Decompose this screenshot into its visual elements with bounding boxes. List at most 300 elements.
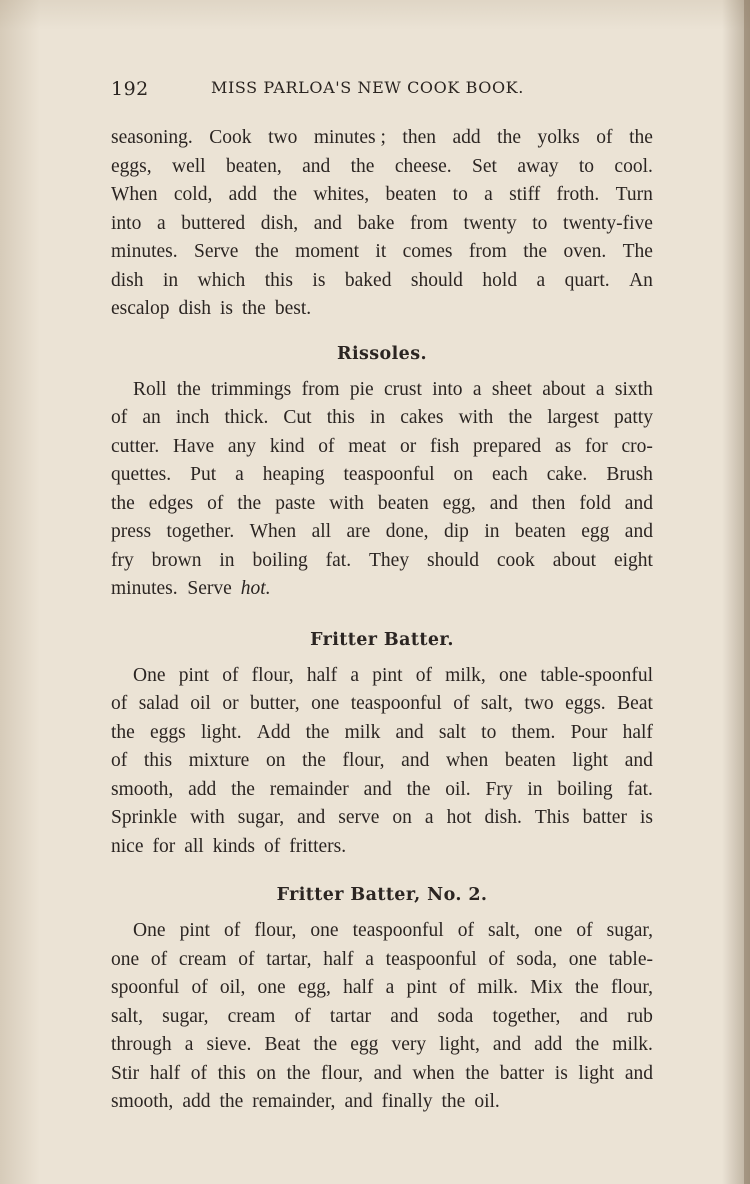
word: cake. — [546, 464, 588, 485]
word: sugar, — [162, 1005, 209, 1027]
word: and — [624, 1062, 653, 1084]
word: mixture — [188, 750, 250, 771]
word: add — [182, 1091, 211, 1112]
word: soda — [437, 1005, 474, 1027]
word: flour, — [254, 920, 297, 941]
word: Sprinkle — [111, 807, 178, 828]
word: an — [142, 407, 161, 428]
text-line — [111, 662, 653, 691]
word: to — [532, 212, 548, 234]
word: Beat — [264, 1034, 301, 1055]
word: add — [188, 778, 217, 800]
word: with — [190, 807, 225, 828]
word: the — [497, 127, 521, 148]
word: for — [584, 435, 608, 457]
word: and — [492, 1034, 522, 1055]
word: pint — [178, 664, 210, 686]
word: in — [369, 407, 386, 428]
word: into — [111, 212, 142, 234]
text-line — [111, 238, 653, 267]
word: oven. — [563, 241, 607, 262]
word: from — [468, 241, 507, 262]
word: of — [224, 920, 241, 941]
word: a — [350, 664, 360, 686]
text-line — [111, 210, 653, 239]
word: heaping — [262, 464, 325, 485]
word: salt, — [488, 920, 520, 941]
word: quettes. — [111, 464, 172, 485]
word: dish — [111, 269, 144, 291]
word: cool. — [614, 155, 653, 177]
word: cheese. — [394, 155, 452, 177]
word: One — [133, 920, 166, 941]
word: then — [531, 492, 566, 514]
word: Mix — [530, 977, 563, 998]
word: this — [326, 407, 355, 428]
page-number: 192 — [111, 78, 149, 100]
text-line — [111, 295, 653, 324]
word: hot — [446, 807, 472, 828]
word: thick. — [224, 407, 269, 428]
word: Put — [190, 464, 217, 485]
word: patty — [613, 407, 653, 428]
word: a — [484, 184, 493, 205]
word: Fry — [485, 778, 513, 800]
word: the — [111, 492, 135, 514]
word: oil. — [474, 1091, 500, 1112]
word: half — [622, 721, 653, 743]
text-line — [111, 518, 653, 547]
word: milk — [344, 721, 381, 743]
word: Stir — [111, 1062, 140, 1084]
word: salt, — [480, 693, 513, 714]
word: this — [143, 750, 173, 771]
word: is — [220, 298, 234, 319]
running-title: MISS PARLOA'S NEW COOK BOOK. — [211, 78, 524, 97]
word: a — [595, 378, 605, 400]
fritter-batter-paragraph — [111, 662, 653, 862]
text-line — [111, 946, 653, 975]
word: bake — [357, 212, 395, 234]
fritter-batter-heading: Fritter Batter. — [310, 629, 454, 650]
word: flour, — [321, 1062, 364, 1084]
word: Beat — [617, 693, 653, 714]
text-line — [111, 1031, 653, 1060]
word: cold, — [173, 184, 213, 205]
word: in — [484, 521, 500, 542]
word: egg, — [442, 492, 476, 514]
word: largest — [547, 407, 599, 428]
word: escalop — [111, 298, 170, 319]
word: and — [313, 212, 342, 234]
word: of — [111, 407, 128, 428]
word: pint — [372, 664, 403, 686]
word: boiling — [252, 549, 308, 571]
word: paste — [275, 492, 316, 514]
running-head — [111, 78, 653, 104]
word: beaten — [514, 521, 566, 542]
word: best. — [274, 298, 312, 319]
word: light. — [200, 721, 242, 743]
word: each — [492, 464, 528, 485]
word: from — [410, 212, 448, 234]
word: of — [111, 693, 128, 714]
fritter-batter-2-heading: Fritter Batter, No. 2. — [276, 885, 488, 905]
word: Pour — [570, 721, 608, 743]
word: a — [235, 464, 244, 485]
word: serve — [338, 807, 380, 828]
word: butter, — [250, 693, 300, 714]
word: oil. — [445, 778, 471, 800]
word: Turn — [615, 184, 653, 205]
word: and — [401, 750, 430, 771]
word: edges — [148, 492, 194, 514]
word: about — [542, 378, 586, 400]
word: tartar, — [266, 948, 312, 970]
word: twenty-five — [563, 212, 653, 234]
word: together. — [166, 521, 235, 542]
word: twenty — [463, 212, 517, 234]
text-line — [111, 124, 653, 153]
word: salad — [138, 693, 179, 714]
word: add — [228, 184, 257, 205]
word: of — [488, 948, 505, 970]
word: comes — [402, 241, 453, 262]
word: all — [184, 835, 204, 857]
word: hold — [482, 269, 518, 291]
word: of — [318, 435, 335, 457]
word: buttered — [181, 212, 246, 234]
word: soda, — [516, 948, 557, 970]
word: Set — [472, 155, 497, 177]
word: and — [624, 492, 653, 514]
word: the — [508, 407, 533, 428]
word: of — [448, 977, 466, 998]
text-line — [111, 404, 653, 433]
text-line — [111, 376, 653, 405]
word: One — [133, 664, 166, 686]
word: Add — [256, 721, 291, 743]
word: when — [412, 1062, 455, 1084]
word: flour, — [342, 750, 385, 771]
word: fat. — [325, 549, 352, 571]
word: two — [268, 127, 298, 148]
word: sugar, — [237, 807, 285, 828]
word: one — [499, 664, 528, 686]
word: and — [344, 1091, 373, 1112]
word: dish, — [260, 212, 299, 234]
word: table- — [608, 948, 653, 970]
word: the — [441, 1091, 466, 1112]
word: beaten — [385, 184, 437, 205]
word: as — [554, 435, 572, 457]
word: teaspoonful — [385, 948, 477, 970]
word: of — [457, 920, 474, 941]
word: minutes ; — [313, 127, 386, 148]
word: brown — [151, 549, 202, 571]
word: Brush — [606, 464, 653, 485]
word: flour, — [251, 664, 294, 686]
word: teaspoonful — [350, 693, 442, 714]
text-line — [111, 974, 653, 1003]
word: one — [568, 948, 597, 970]
word: of — [222, 664, 239, 686]
word: seasoning. — [111, 127, 193, 148]
word: egg, — [297, 977, 331, 998]
word: on — [265, 750, 286, 771]
word: and — [579, 1005, 608, 1027]
word: one — [111, 948, 140, 970]
word: remainder, — [252, 1091, 336, 1112]
word: of — [238, 948, 255, 970]
word: and — [297, 807, 326, 828]
word: is — [639, 807, 653, 828]
fritter-batter-2-paragraph — [111, 917, 653, 1117]
word: a — [472, 378, 482, 400]
word: and — [489, 492, 518, 514]
word: meat — [348, 435, 387, 457]
word: milk. — [612, 1034, 653, 1055]
word: fry — [111, 549, 134, 571]
word: the — [350, 155, 375, 177]
word: sheet — [491, 378, 532, 400]
word: on — [392, 807, 412, 828]
word: half — [306, 664, 338, 686]
text-line — [111, 267, 653, 296]
word: to — [481, 721, 497, 743]
text-line — [111, 490, 653, 519]
word: is — [312, 269, 326, 291]
word: the — [575, 1034, 600, 1055]
word: is — [554, 1062, 568, 1084]
word: light — [572, 750, 609, 771]
word: oil — [190, 693, 211, 714]
word: prepared — [472, 435, 542, 457]
word: all — [311, 521, 332, 542]
word: of — [150, 948, 168, 970]
word: smooth, — [111, 778, 174, 800]
word: then — [402, 127, 436, 148]
word: The — [622, 241, 653, 262]
word: the — [254, 241, 279, 262]
word: sugar, — [606, 920, 653, 941]
text-line — [111, 461, 653, 490]
word: add — [452, 127, 481, 148]
word: cream — [227, 1005, 276, 1027]
word: one — [310, 920, 339, 941]
word: kind — [269, 435, 305, 457]
word: the — [176, 378, 201, 400]
word: the — [313, 1034, 338, 1055]
word: or — [222, 693, 239, 714]
text-line — [111, 547, 653, 576]
word: tartar — [329, 1005, 372, 1027]
word: of — [415, 664, 432, 686]
word: eggs. — [565, 693, 606, 714]
word: of — [191, 977, 208, 998]
word: crust — [383, 378, 422, 400]
word: froth. — [556, 184, 600, 205]
word: the — [273, 184, 297, 205]
word: Serve — [194, 241, 239, 262]
word: one — [534, 920, 563, 941]
word: and — [363, 778, 392, 800]
word: the — [629, 127, 653, 148]
text-line — [111, 433, 653, 462]
word: of — [596, 127, 613, 148]
word: batter — [499, 1062, 545, 1084]
word: baked — [344, 269, 392, 291]
word: milk, — [445, 664, 486, 686]
word: with — [458, 407, 494, 428]
rissoles-hot-italic: hot. — [240, 578, 271, 599]
word: them. — [511, 721, 556, 743]
word: which — [197, 269, 246, 291]
word: boiling — [557, 778, 613, 800]
word: eight — [613, 549, 653, 571]
word: and — [390, 1005, 419, 1027]
word: spoonful — [111, 977, 180, 998]
rissoles-last-line-text: minutes. Serve — [111, 578, 232, 599]
word: dish — [178, 298, 211, 319]
word: a — [385, 977, 395, 998]
word: half — [323, 948, 354, 970]
word: a — [424, 807, 434, 828]
word: into — [432, 378, 463, 400]
word: beaten, — [225, 155, 282, 177]
word: milk. — [477, 977, 519, 998]
word: in — [219, 549, 235, 571]
word: cutter. — [111, 435, 160, 457]
word: the — [465, 1062, 490, 1084]
word: egg — [581, 521, 610, 542]
word: the — [231, 778, 255, 800]
word: nice — [111, 835, 144, 857]
word: pint — [179, 920, 210, 941]
word: salt, — [111, 1005, 143, 1027]
word: Cut — [283, 407, 312, 428]
word: whites, — [313, 184, 370, 205]
word: of — [453, 693, 470, 714]
word: well — [172, 155, 206, 177]
word: a — [536, 269, 546, 291]
word: salt — [438, 721, 466, 743]
word: teaspoonful — [343, 464, 435, 485]
word: the — [406, 778, 431, 800]
word: This — [534, 807, 570, 828]
word: done, — [385, 521, 429, 542]
word: on — [453, 464, 473, 485]
word: or — [399, 435, 417, 457]
text-line — [111, 1060, 653, 1089]
word: through — [111, 1034, 172, 1055]
word: press — [111, 521, 152, 542]
rissoles-last-line — [111, 575, 653, 604]
word: of — [294, 1005, 311, 1027]
intro-paragraph — [111, 124, 653, 324]
word: with — [329, 492, 364, 514]
word: the — [302, 750, 326, 771]
word: very — [391, 1034, 427, 1055]
word: cook — [496, 549, 535, 571]
text-line — [111, 181, 653, 210]
text-line — [111, 719, 653, 748]
page-edge-shadow — [744, 0, 750, 1184]
text-line — [111, 690, 653, 719]
word: light, — [439, 1034, 480, 1055]
word: trimmings — [211, 378, 292, 400]
word: when — [445, 750, 489, 771]
word: and — [373, 1062, 402, 1084]
word: When — [111, 184, 158, 205]
word: and — [624, 521, 653, 542]
text-line — [111, 804, 653, 833]
word: the — [242, 298, 266, 319]
word: fold — [579, 492, 611, 514]
word: finally — [381, 1091, 433, 1112]
word: cream — [178, 948, 227, 970]
word: it — [375, 241, 387, 262]
word: the — [305, 721, 330, 743]
word: together, — [492, 1005, 561, 1027]
word: light — [578, 1062, 615, 1084]
word: fritters. — [289, 835, 347, 857]
text-line — [111, 153, 653, 182]
word: minutes. — [111, 241, 178, 262]
rissoles-heading: Rissoles. — [337, 343, 427, 364]
word: the — [574, 977, 599, 998]
word: a — [156, 212, 166, 234]
word: and — [302, 155, 331, 177]
word: stiff — [509, 184, 541, 205]
word: one — [311, 693, 340, 714]
word: When — [249, 521, 297, 542]
word: in — [162, 269, 179, 291]
word: for — [152, 835, 176, 857]
word: this — [264, 269, 293, 291]
word: the — [111, 721, 135, 743]
word: the — [286, 1062, 311, 1084]
word: flour, — [610, 977, 653, 998]
word: half — [149, 1062, 181, 1084]
word: any — [227, 435, 257, 457]
word: cro- — [621, 435, 653, 457]
word: from — [301, 378, 340, 400]
text-line — [111, 1088, 653, 1117]
word: in — [527, 778, 543, 800]
text-line — [111, 747, 653, 776]
word: sixth — [614, 378, 653, 400]
word: half — [343, 977, 374, 998]
word: should — [426, 549, 479, 571]
word: Have — [172, 435, 215, 457]
word: batter — [582, 807, 627, 828]
word: beaten — [377, 492, 429, 514]
word: about — [552, 549, 597, 571]
word: dish. — [484, 807, 522, 828]
word: dip — [443, 521, 469, 542]
word: two — [524, 693, 554, 714]
text-line — [111, 1003, 653, 1032]
word: and — [395, 721, 424, 743]
word: inch — [175, 407, 210, 428]
word: beaten — [504, 750, 556, 771]
word: pie — [349, 378, 374, 400]
word: of — [207, 492, 224, 514]
word: to — [578, 155, 595, 177]
word: of — [111, 750, 128, 771]
word: away — [517, 155, 559, 177]
